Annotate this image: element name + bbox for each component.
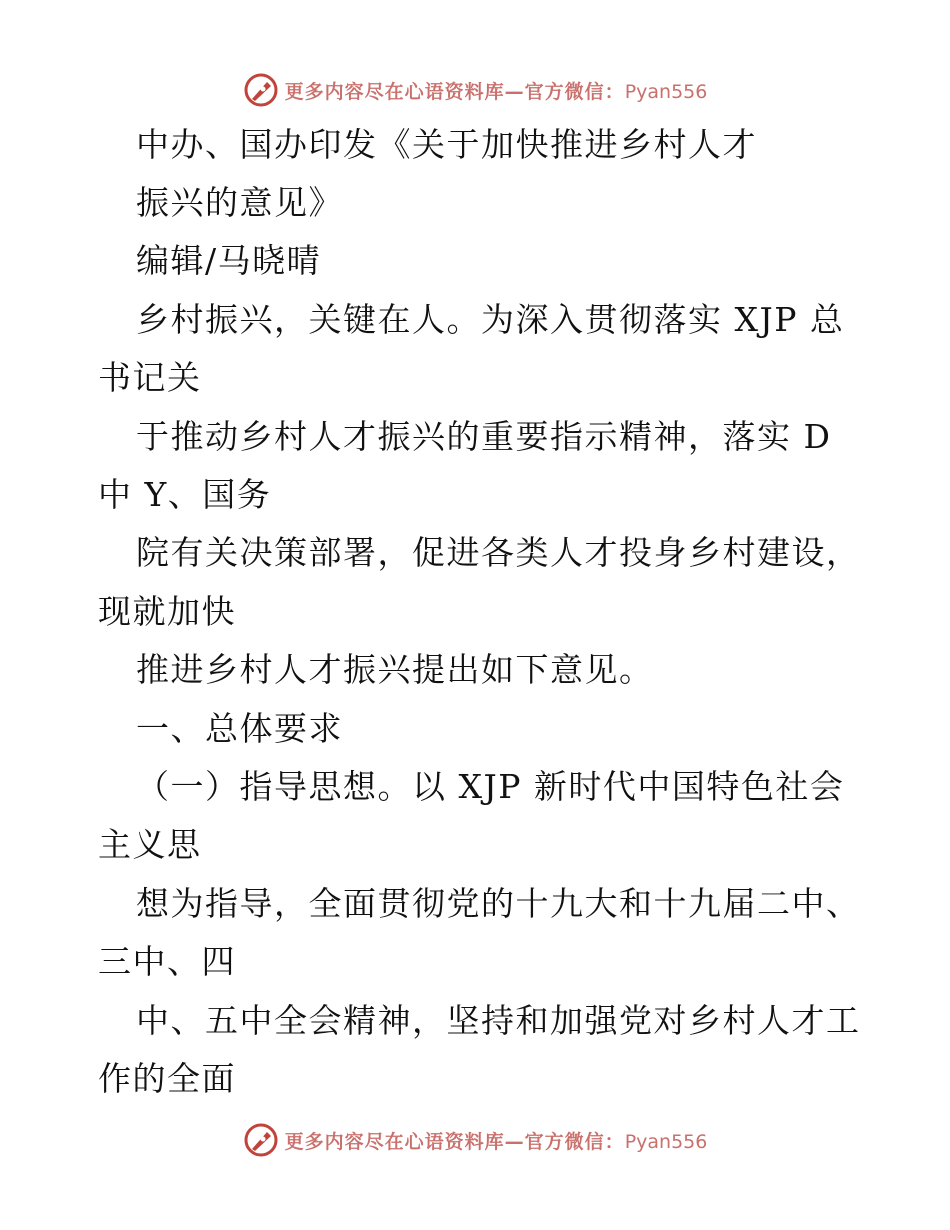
footer-wechat-label: 官方微信： [524,1130,625,1153]
doc-editor-line: 编辑/马晓晴 [136,241,322,280]
footer-wechat-id: Pyan556 [624,1130,708,1153]
doc-paragraph-line: 作的全面 [98,1059,236,1098]
doc-paragraph-line: 院有关决策部署，促进各类人才投身乡村建设， [136,533,861,572]
doc-paragraph-line: （一）指导思想。以 XJP 新时代中国特色社会 [136,767,845,806]
pen-nib-logo-icon [243,1122,279,1158]
header-wechat-label: 官方微信： [524,80,625,103]
pen-nib-logo-icon [243,72,279,108]
doc-paragraph-line: 现就加快 [98,592,236,631]
doc-section-heading: 一、总体要求 [136,709,343,748]
doc-paragraph-line: 想为指导，全面贯彻党的十九大和十九届二中、 [136,884,861,923]
doc-paragraph-line: 中、五中全会精神，坚持和加强党对乡村人才工 [136,1001,861,1040]
doc-paragraph-line: 乡村振兴，关键在人。为深入贯彻落实 XJP 总 [136,300,845,339]
footer-banner-text [285,1127,708,1154]
doc-paragraph-line: 推进乡村人才振兴提出如下意见。 [136,650,654,689]
doc-paragraph-line: 于推动乡村人才振兴的重要指示精神，落实 D [136,417,832,456]
footer-banner [0,1120,950,1160]
header-banner-text [285,77,708,104]
footer-separator: — [504,1130,525,1153]
doc-paragraph-line: 中 Y、国务 [98,475,272,514]
doc-paragraph-line: 三中、四 [98,942,236,981]
header-wechat-id: Pyan556 [624,80,708,103]
doc-title-line-1: 中办、国办印发《关于加快推进乡村人才 [136,125,757,164]
doc-title-line-2: 振兴的意见》 [136,183,343,222]
footer-brand-text: 更多内容尽在心语资料库 [284,1130,505,1153]
header-separator: — [504,80,525,103]
doc-paragraph-line: 主义思 [98,825,202,864]
header-brand-text: 更多内容尽在心语资料库 [284,80,505,103]
doc-paragraph-line: 书记关 [98,358,202,397]
header-banner [0,70,950,110]
